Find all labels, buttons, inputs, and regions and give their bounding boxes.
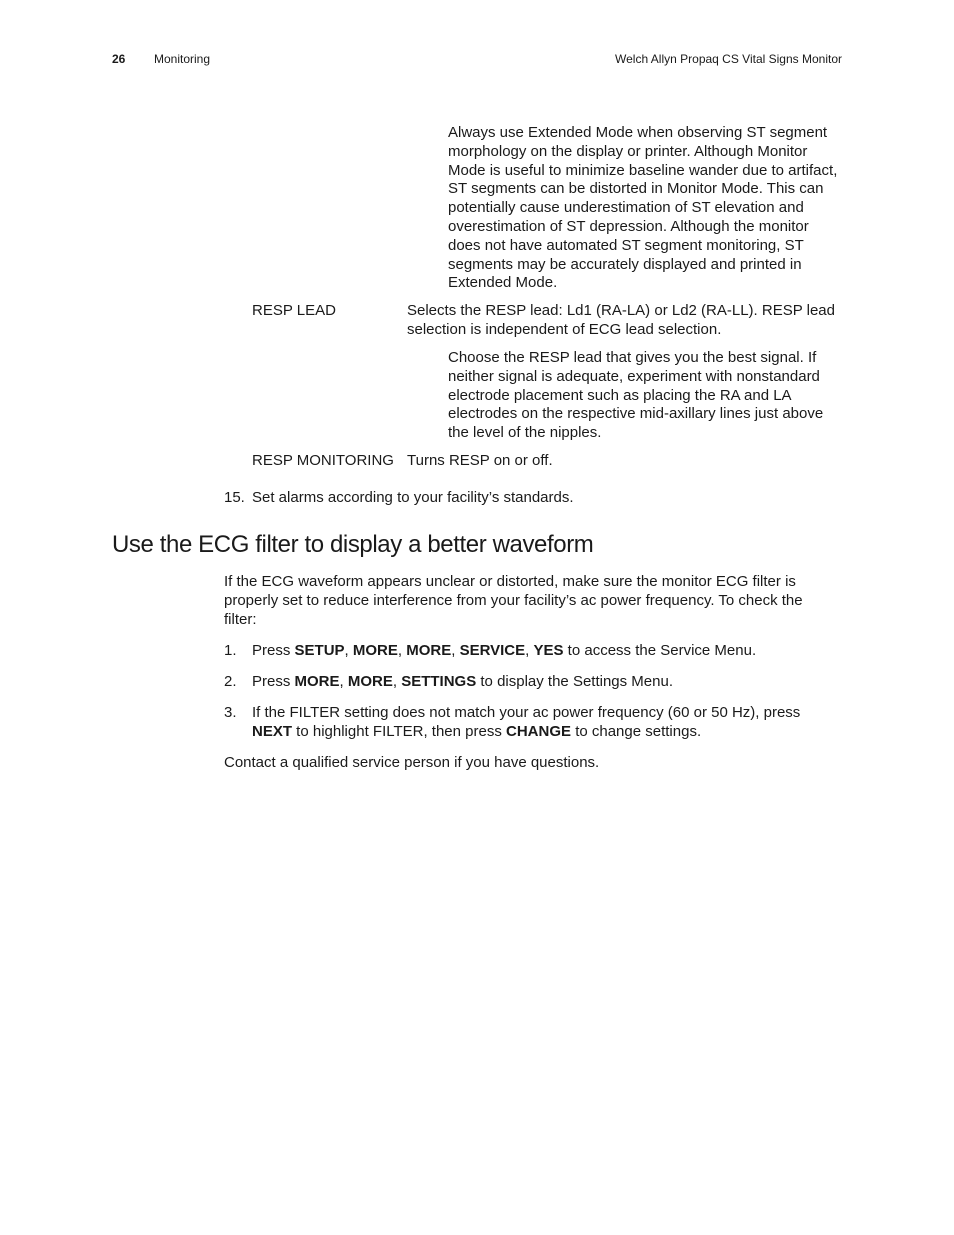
page-number: 26 — [112, 52, 126, 66]
section-heading: Use the ECG filter to display a better waveform — [112, 531, 594, 558]
key-more: MORE — [294, 673, 340, 690]
extended-mode-note: Always use Extended Mode when observing ST segment morphology on the display or printer. Although Monitor Mode is useful to minimize baseline wander due to artifact, ST segments can be distorted in Monitor Mode. This can potentially cause underestimation of ST elevation and overestimation of ST depression. Although the monitor does not have automated ST segment monitoring, ST segments may be accurately displayed and printed in Extended Mode. — [448, 124, 838, 292]
document-title: Welch Allyn Propaq CS Vital Signs Monitor — [615, 52, 842, 66]
key-change: CHANGE — [506, 722, 572, 740]
key-service: SERVICE — [459, 642, 526, 659]
step-15-number: 15. — [224, 489, 245, 506]
key-setup: SETUP — [294, 642, 345, 659]
section-name: Monitoring — [154, 52, 211, 66]
step-2-text: Press MORE, MORE, SETTINGS to display the Settings Menu. — [252, 673, 673, 690]
setting-term-resp-monitoring: RESP MONITORING — [252, 452, 394, 469]
step-1-text: Press SETUP, MORE, MORE, SERVICE, YES to access the Service Menu. — [252, 642, 757, 659]
intro-paragraph: If the ECG waveform appears unclear or distorted, make sure the monitor ECG filter is properly set to reduce interference from your facility’s ac power frequency. To check the filter: — [224, 573, 803, 628]
key-more: MORE — [406, 642, 452, 659]
setting-definition-resp-lead: Selects the RESP lead: Ld1 (RA-LA) or Ld2 (RA-LL). RESP lead selection is independent of ECG lead selection. — [407, 302, 835, 338]
page-header — [112, 52, 842, 70]
resp-lead-note: Choose the RESP lead that gives you the best signal. If neither signal is adequate, experiment with nonstandard electrode placement such as placing the RA and LA electrodes on the respective mid-axillary lines just above the level of the nipples. — [448, 349, 824, 442]
step-15-text: Set alarms according to your facility’s standards. — [252, 489, 574, 506]
key-more: MORE — [347, 673, 393, 690]
closing-paragraph: Contact a qualified service person if you have questions. — [224, 754, 600, 771]
key-more: MORE — [352, 642, 398, 659]
step-3-number: 3. — [224, 704, 237, 721]
setting-definition-resp-monitoring: Turns RESP on or off. — [407, 452, 553, 469]
step-2-number: 2. — [224, 673, 237, 690]
setting-term-resp-lead: RESP LEAD — [252, 302, 336, 319]
step-3-text: If the FILTER setting does not match your ac power frequency (60 or 50 Hz), press NEXT to highlight FILTER, then press CHANGE to change settings. — [252, 704, 801, 740]
key-yes: YES — [533, 642, 564, 659]
key-settings: SETTINGS — [401, 673, 477, 690]
key-next: NEXT — [252, 722, 293, 740]
step-1-number: 1. — [224, 642, 237, 659]
